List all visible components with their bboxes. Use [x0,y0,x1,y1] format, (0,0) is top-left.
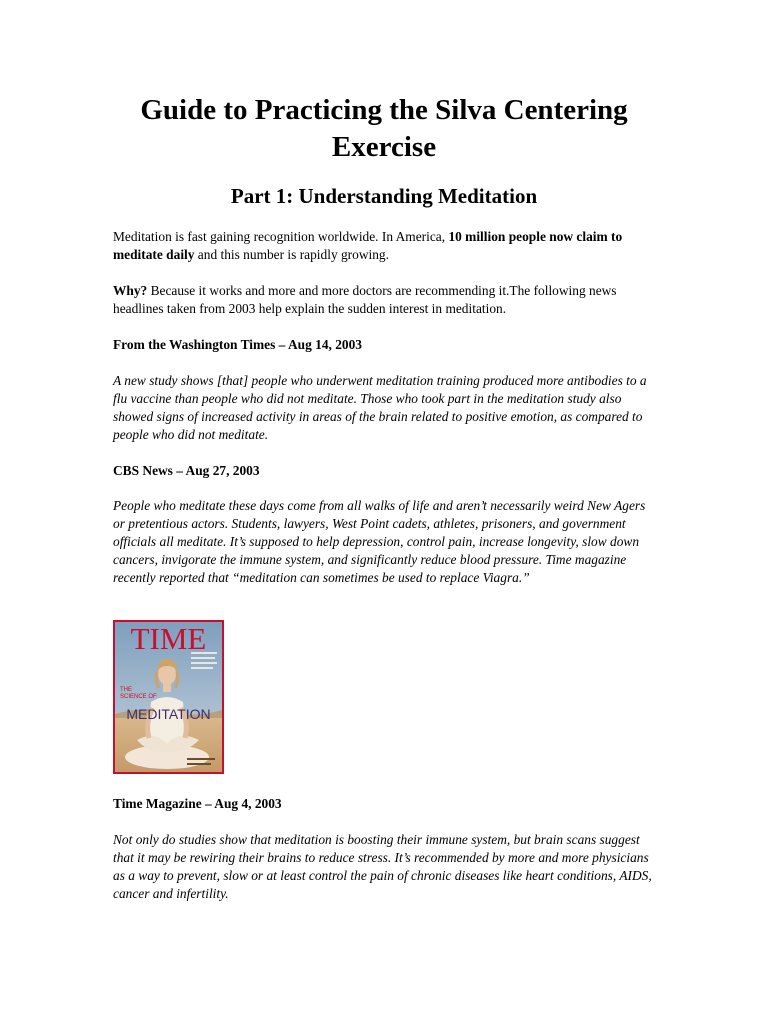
time-magazine-cover-image [113,620,224,774]
cover-headline: MEDITATION [126,706,211,722]
page-title: Guide to Practicing the Silva Centering Exercise [140,94,628,163]
why-label: Why? [113,283,148,298]
why-text: Because it works and more and more doctors are recommending it.The following news headlines taken from 2003 help explain the sudden interest in meditation. [113,283,617,316]
intro-paragraph [113,228,658,264]
article-quote: A new study shows [that] people who underwent meditation training produced more antibodies to a flu vaccine than people who did not meditate. Those who took part in the meditation study also showed signs of increased activity in areas of the brain related to positive emotion, as compared to people who did not meditate. [113,373,647,442]
intro-text-end: and this number is rapidly growing. [194,247,389,262]
article-quote: Not only do studies show that meditation is boosting their immune system, but brain scans suggest that it may be rewiring their brains to reduce stress. It’s recommended by more and more physicians as a way to prevent, slow or at least control the pain of chronic diseases like heart conditions, AIDS, cancer and infertility. [113,832,652,901]
article-quote: People who meditate these days come from all walks of life and aren’t necessarily weird New Agers or pretentious actors. Students, lawyers, West Point cadets, athletes, prisoners, and government officials all meditate. It’s supposed to help depression, control pain, increase longevity, slow down cancers, invigorate the immune system, and significantly reduce blood pressure. Time magazine recently reported that “meditation can sometimes be used to replace Viagra.” [113,498,646,585]
article-heading: From the Washington Times – Aug 14, 2003 [113,337,363,352]
cover-kicker-line-2: SCIENCE OF [120,694,157,700]
intro-highlight: 10 million people now claim to meditate daily [113,229,623,262]
article-heading: Time Magazine – Aug 4, 2003 [113,796,282,811]
cover-masthead: TIME [130,622,207,656]
why-paragraph [113,282,658,318]
intro-text: Meditation is fast gaining recognition worldwide. In America, [113,229,449,244]
article-heading: CBS News – Aug 27, 2003 [113,463,260,478]
cover-kicker-line-1: THE [120,687,132,693]
section-heading: Part 1: Understanding Meditation [230,184,538,208]
